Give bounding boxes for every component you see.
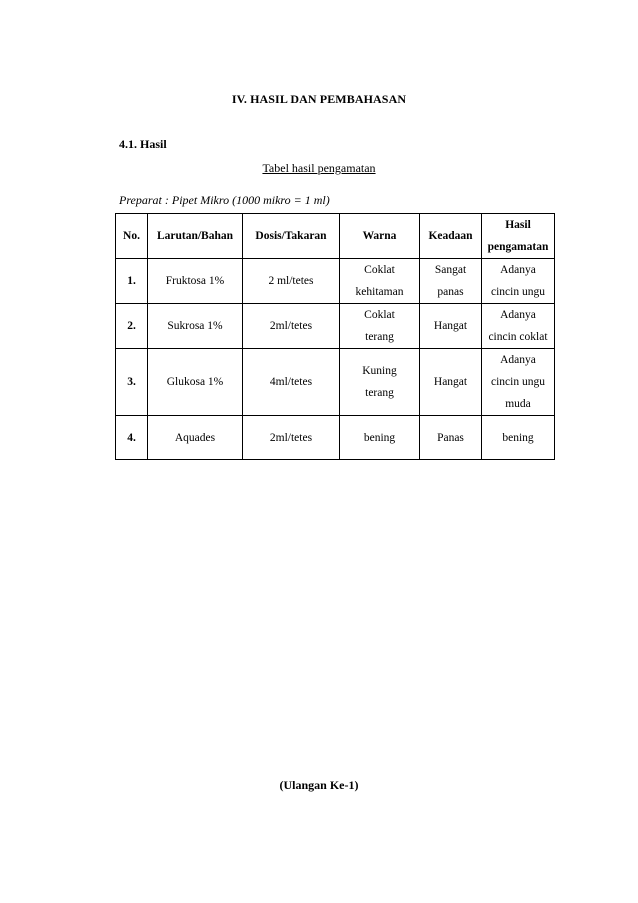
cell-hasil	[482, 349, 555, 416]
cell-no: 1.	[116, 259, 148, 304]
preparat-note: Preparat : Pipet Mikro (1000 mikro = 1 ml)	[119, 193, 330, 207]
cell-hasil-line: cincin ungu	[491, 286, 545, 298]
table-row	[116, 304, 555, 349]
footer-label: (Ulangan Ke-1)	[279, 778, 359, 792]
cell-warna	[340, 259, 420, 304]
cell-warna-line: bening	[363, 431, 396, 444]
cell-larutan: Fruktosa 1%	[148, 259, 243, 304]
chapter-title: IV. HASIL DAN PEMBAHASAN	[231, 92, 407, 106]
cell-keadaan	[420, 416, 482, 460]
cell-keadaan-line: panas	[437, 286, 464, 298]
cell-no: 2.	[116, 304, 148, 349]
cell-no: 4.	[116, 416, 148, 460]
cell-hasil-line: Adanya	[500, 264, 536, 276]
cell-warna-line: terang	[365, 387, 394, 399]
cell-dosis: 2ml/tetes	[243, 304, 340, 349]
cell-hasil	[482, 259, 555, 304]
table-row	[116, 349, 555, 416]
cell-warna-line: terang	[365, 331, 394, 343]
table-caption	[0, 161, 638, 176]
cell-hasil	[482, 304, 555, 349]
cell-hasil-line: cincin coklat	[488, 331, 548, 343]
cell-warna-line: Coklat	[364, 309, 395, 321]
cell-no: 3.	[116, 349, 148, 416]
cell-warna	[340, 349, 420, 416]
cell-hasil-line: cincin ungu	[491, 376, 545, 388]
cell-hasil-line: muda	[505, 398, 531, 410]
cell-warna-line: Kuning	[362, 365, 397, 377]
cell-keadaan	[420, 259, 482, 304]
cell-warna	[340, 304, 420, 349]
observation-table	[115, 213, 555, 460]
header-hasil: Hasil pengamatan	[482, 214, 555, 259]
cell-hasil-line: bening	[502, 431, 534, 444]
table-body	[116, 259, 555, 460]
cell-keadaan-line: Panas	[437, 431, 464, 444]
cell-keadaan-line: Hangat	[433, 320, 468, 332]
cell-larutan: Sukrosa 1%	[148, 304, 243, 349]
cell-hasil-line: Adanya	[500, 354, 536, 366]
cell-warna-line: kehitaman	[355, 286, 404, 298]
cell-hasil-line: Adanya	[500, 309, 536, 321]
cell-keadaan	[420, 304, 482, 349]
cell-warna	[340, 416, 420, 460]
cell-dosis: 2 ml/tetes	[243, 259, 340, 304]
cell-keadaan-line: Hangat	[433, 376, 468, 388]
header-larutan: Larutan/Bahan	[148, 214, 243, 259]
section-title: 4.1. Hasil	[119, 137, 167, 151]
header-keadaan: Keadaan	[420, 214, 482, 259]
header-dosis: Dosis/Takaran	[243, 214, 340, 259]
cell-larutan: Glukosa 1%	[148, 349, 243, 416]
table-row	[116, 416, 555, 460]
cell-dosis: 2ml/tetes	[243, 416, 340, 460]
cell-keadaan-line: Sangat	[434, 264, 467, 276]
cell-dosis: 4ml/tetes	[243, 349, 340, 416]
cell-keadaan	[420, 349, 482, 416]
header-no: No.	[116, 214, 148, 259]
header-warna: Warna	[340, 214, 420, 259]
table-header-row	[116, 214, 555, 259]
table-caption-text: Tabel hasil pengamatan	[262, 161, 376, 175]
table-row	[116, 259, 555, 304]
cell-warna-line: Coklat	[364, 264, 395, 276]
cell-hasil	[482, 416, 555, 460]
cell-larutan: Aquades	[148, 416, 243, 460]
